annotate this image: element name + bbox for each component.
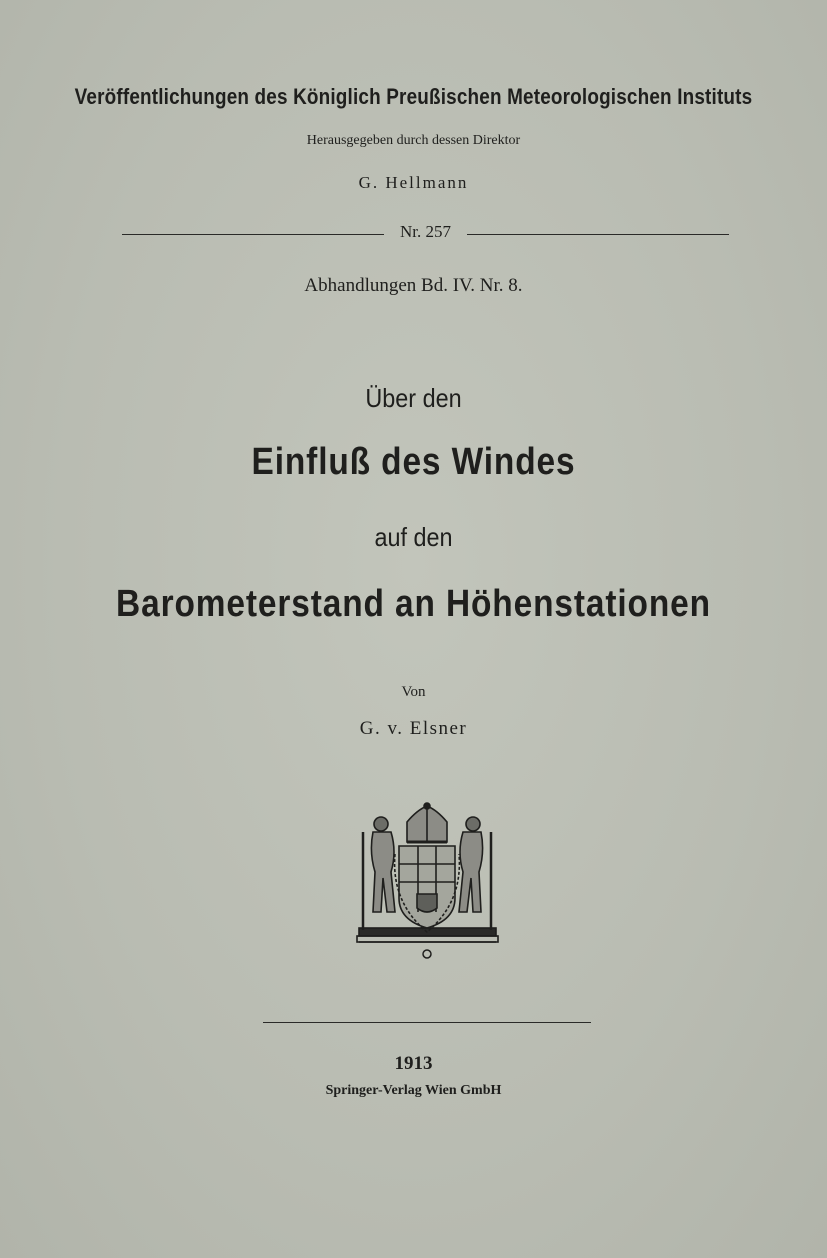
series-number: Nr. 257 xyxy=(400,222,451,241)
director-name: G. Hellmann xyxy=(358,173,469,192)
editor-line: Herausgegeben durch dessen Direktor xyxy=(306,133,521,148)
title-line-3: auf den xyxy=(374,522,453,552)
title-line-1: Über den xyxy=(365,383,462,413)
treatise-reference: Abhandlungen Bd. IV. Nr. 8. xyxy=(304,275,523,296)
number-row xyxy=(122,222,729,246)
publication-year: 1913 xyxy=(394,1053,433,1074)
series-title: Veröffentlichungen des Königlich Preußischen Meteorologischen Instituts xyxy=(74,84,753,109)
by-label: Von xyxy=(401,684,426,700)
title-line-4: Barometerstand an Höhenstationen xyxy=(116,583,711,625)
prussian-coat-of-arms-icon xyxy=(355,802,500,962)
author-name: G. v. Elsner xyxy=(359,718,468,739)
bottom-divider xyxy=(263,1022,591,1023)
divider-right xyxy=(467,234,729,235)
publisher-name: Springer-Verlag Wien GmbH xyxy=(325,1083,502,1098)
title-line-2: Einfluß des Windes xyxy=(251,441,576,483)
